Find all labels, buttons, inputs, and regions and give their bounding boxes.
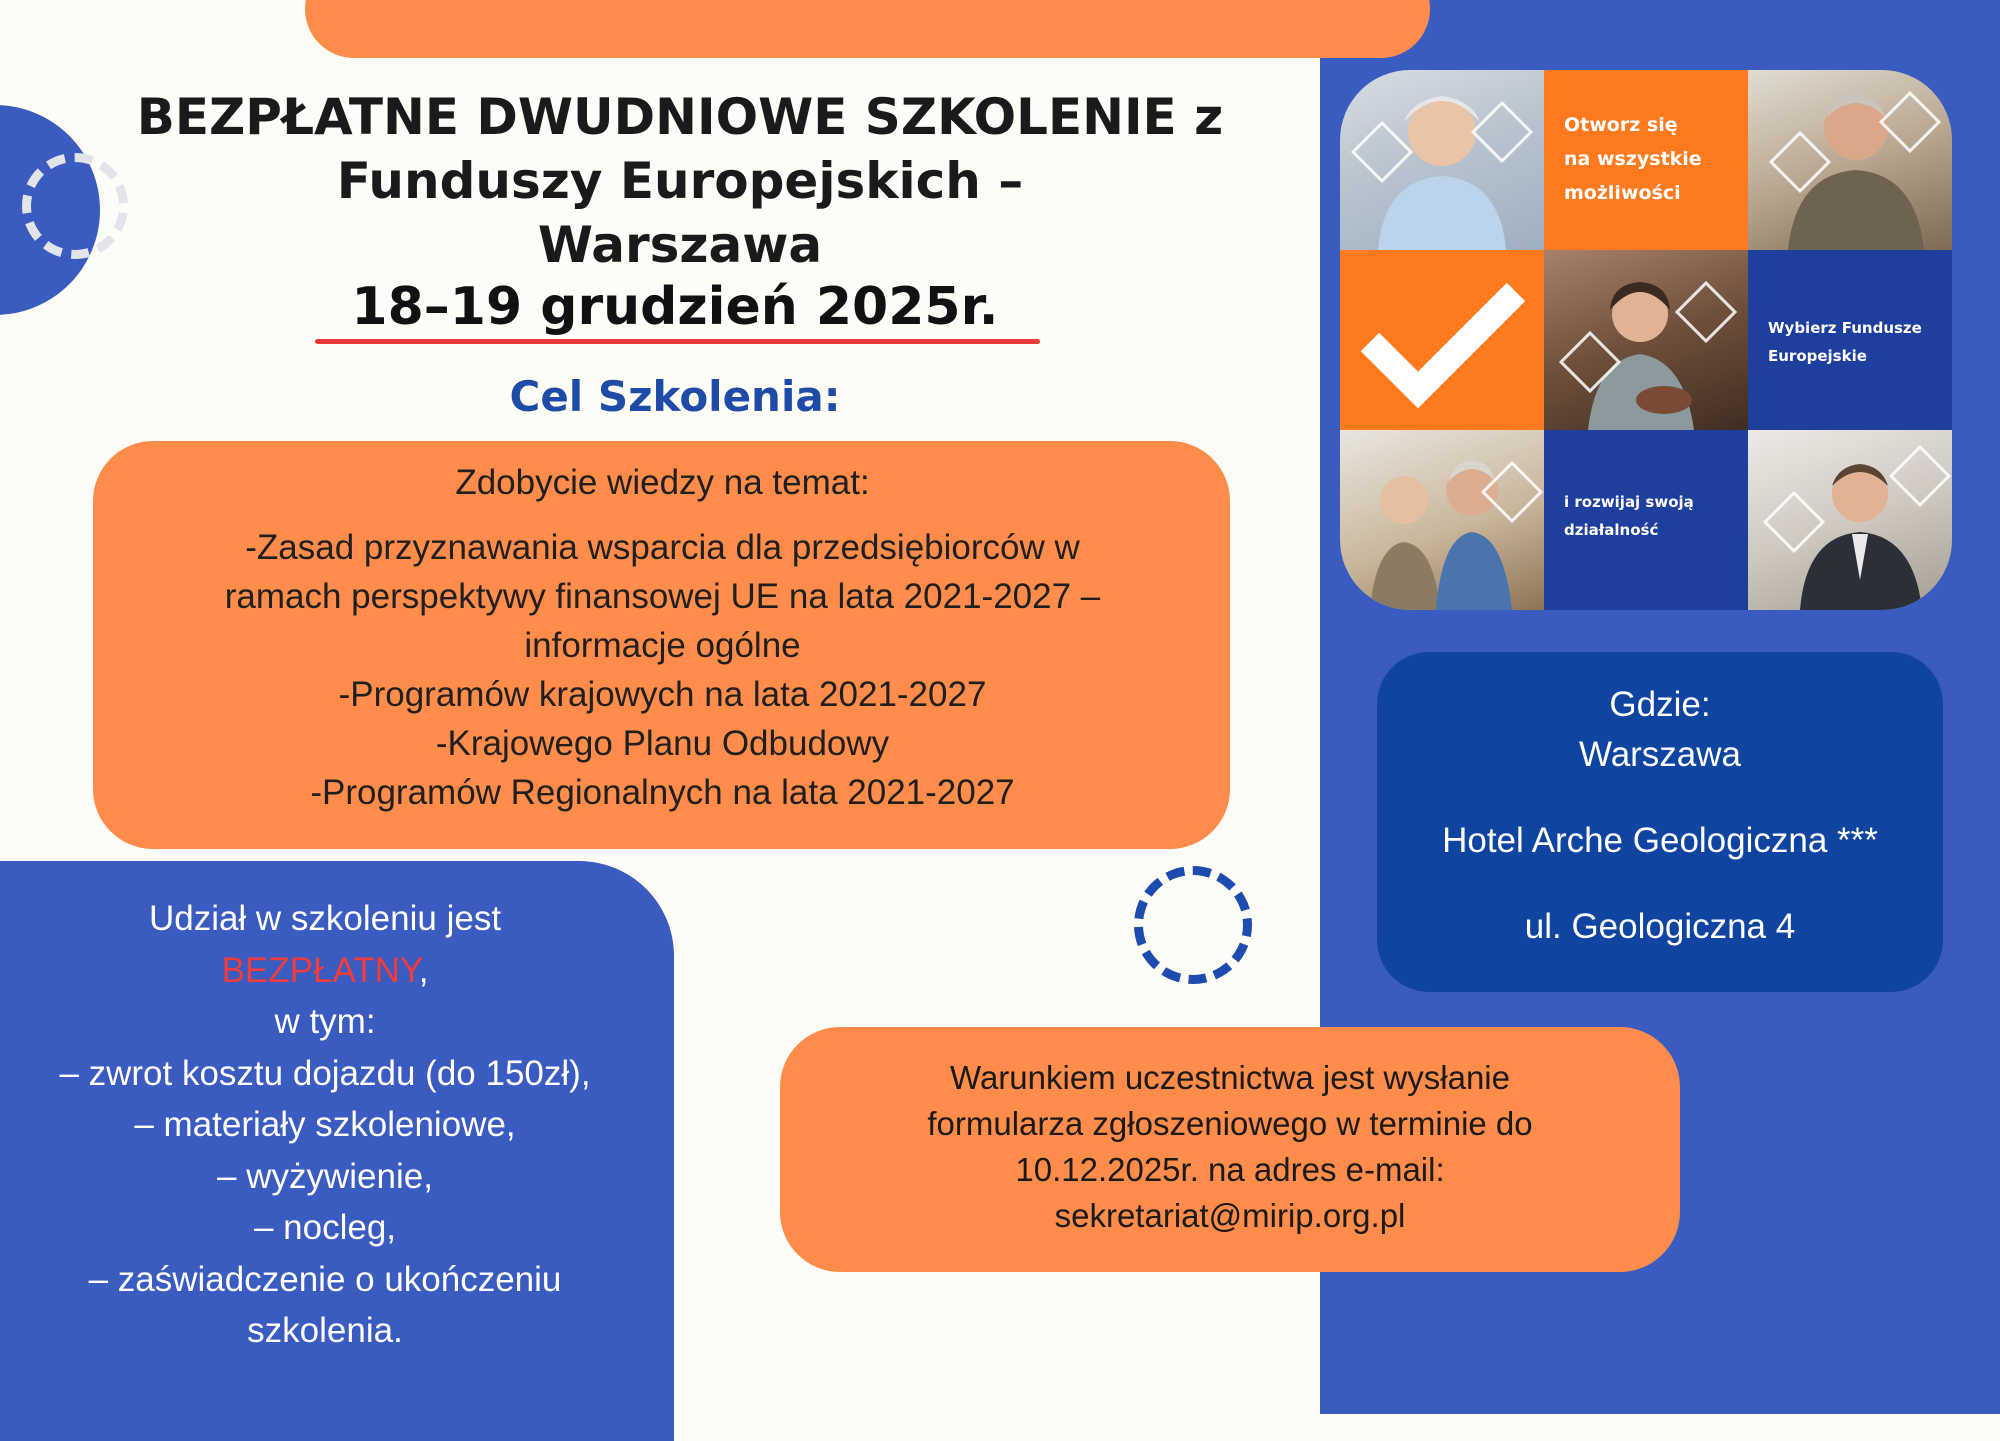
free-badge: BEZPŁATNY <box>221 950 419 990</box>
participation-item: – zwrot kosztu dojazdu (do 150zł), <box>59 1053 591 1093</box>
promo-image-grid <box>1340 70 1952 610</box>
participation-free-line <box>0 945 650 997</box>
participation-item: – materiały szkoleniowe, <box>134 1105 516 1144</box>
goal-text <box>120 458 1205 817</box>
location-street: ul. Geologiczna 4 <box>1524 907 1796 946</box>
title-line: Warszawa <box>537 216 823 274</box>
dashed-ring-icon <box>1134 866 1252 984</box>
tile-checkmark <box>1340 250 1544 430</box>
goal-line: informacje ogólne <box>524 626 801 665</box>
goal-line: -Programów krajowych na lata 2021-2027 <box>338 675 987 714</box>
participation-line: Udział w szkoleniu jest <box>148 899 502 938</box>
photo-businessman <box>1748 430 1952 610</box>
goal-line: -Krajowego Planu Odbudowy <box>435 724 890 763</box>
photo-potter <box>1544 250 1748 430</box>
photo-workshop-team <box>1340 430 1544 610</box>
location-city: Warszawa <box>1578 735 1742 774</box>
participation-item: – zaświadczenie o ukończeniu <box>88 1259 562 1299</box>
goal-line: -Programów Regionalnych na lata 2021-2027 <box>310 773 1015 812</box>
participation-text <box>0 893 650 1357</box>
tile-text: i rozwijaj swoją <box>1564 493 1694 511</box>
photo-craftsman <box>1748 70 1952 250</box>
location-hotel: Hotel Arche Geologiczna *** <box>1442 821 1878 860</box>
title-line: Funduszy Europejskich – <box>336 152 1024 210</box>
tile-text: Wybierz Fundusze <box>1768 319 1922 337</box>
title-line: BEZPŁATNE DWUDNIOWE SZKOLENIE z <box>136 88 1224 146</box>
photo-woman <box>1340 70 1544 250</box>
tile-text: Otworz się <box>1564 114 1678 136</box>
participation-line: w tym: <box>274 1002 376 1041</box>
goal-heading: Cel Szkolenia: <box>509 372 841 421</box>
goal-intro: Zdobycie wiedzy na temat: <box>455 463 870 502</box>
tile-text: możliwości <box>1564 182 1681 204</box>
goal-line: -Zasad przyznawania wsparcia dla przedsiębiorców w <box>245 528 1080 567</box>
condition-line: formularza zgłoszeniowego w terminie do <box>927 1105 1533 1142</box>
email-link[interactable]: sekretariat@mirip.org.pl <box>1054 1197 1406 1234</box>
tile-grow-business <box>1544 430 1748 610</box>
location-text <box>1377 682 1943 950</box>
location-label: Gdzie: <box>1609 685 1711 724</box>
tile-text: na wszystkie <box>1564 148 1702 170</box>
date-underline <box>315 339 1040 344</box>
tile-text: Europejskie <box>1768 347 1867 365</box>
training-date: 18–19 grudzień 2025r. <box>351 277 999 337</box>
page-title <box>110 85 1250 277</box>
top-orange-pill <box>305 0 1430 58</box>
condition-text <box>800 1055 1660 1239</box>
goal-line: ramach perspektywy finansowej UE na lata 2021-2027 – <box>224 577 1101 616</box>
participation-item: szkolenia. <box>247 1311 403 1350</box>
tile-choose-funds <box>1748 250 1952 430</box>
condition-line: 10.12.2025r. na adres e-mail: <box>1015 1151 1445 1188</box>
tile-open-possibilities <box>1544 70 1748 250</box>
person-icon <box>1544 250 1748 430</box>
tile-text: działalność <box>1564 521 1659 539</box>
comma: , <box>418 950 429 990</box>
participation-item: – nocleg, <box>253 1208 397 1247</box>
checkmark-icon <box>1340 250 1544 430</box>
participation-item: – wyżywienie, <box>217 1156 433 1196</box>
condition-line: Warunkiem uczestnictwa jest wysłanie <box>950 1059 1510 1096</box>
